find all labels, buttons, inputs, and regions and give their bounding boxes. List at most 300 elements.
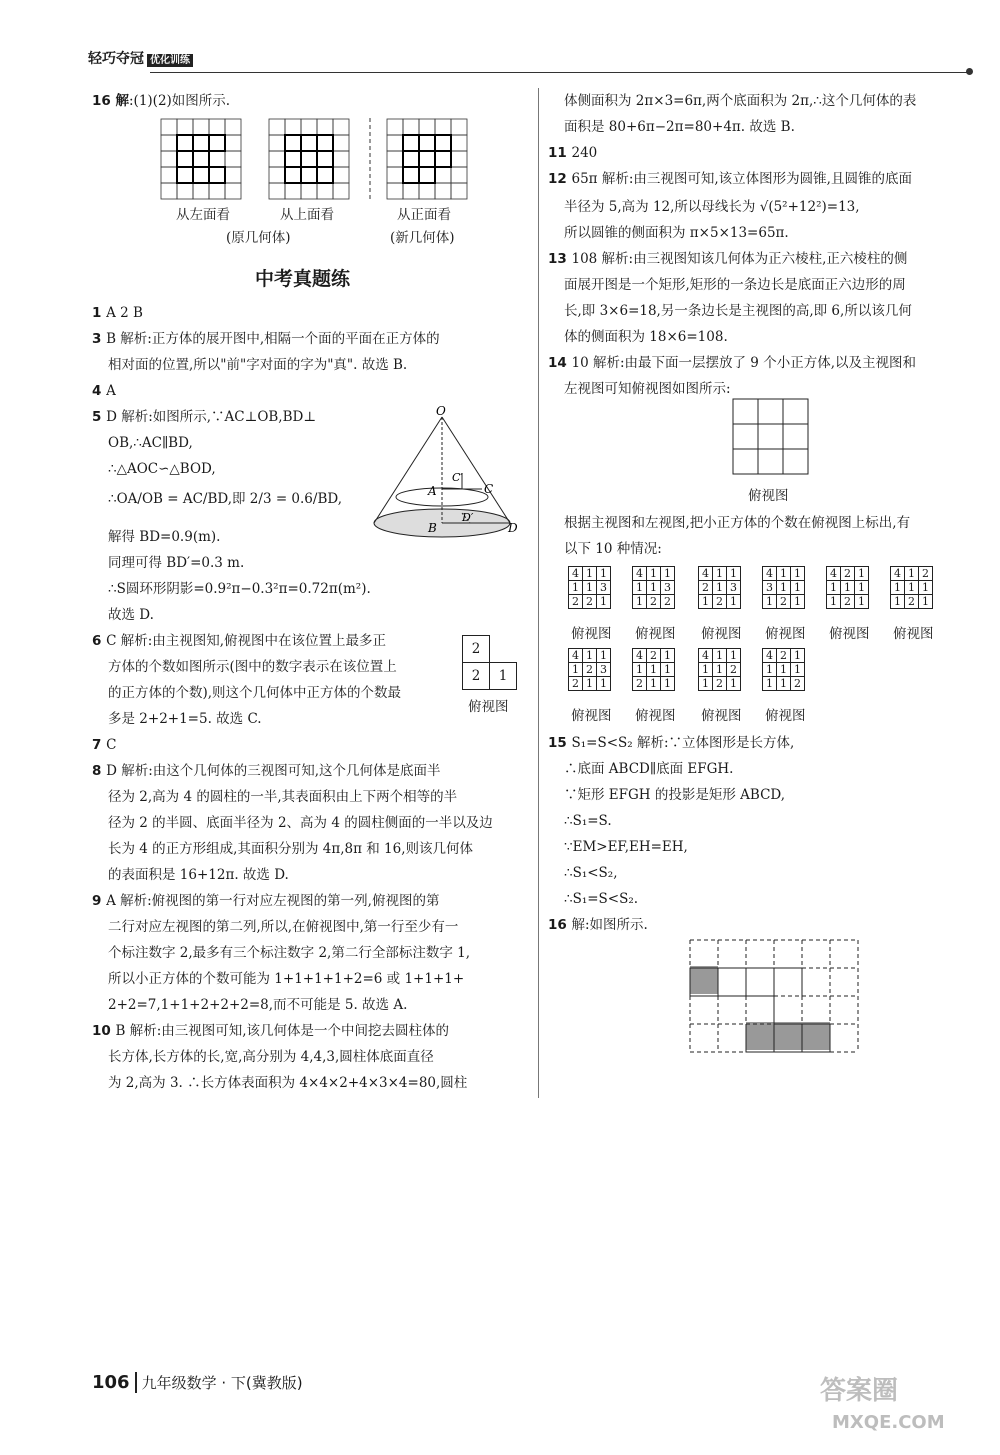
grid-value: 1 (661, 649, 675, 663)
grid-cell (225, 183, 241, 199)
grid-cell (301, 183, 317, 199)
grid-cell (387, 151, 403, 167)
grid-cell (419, 135, 435, 151)
text-line: 16 解:如图所示. (548, 917, 648, 933)
text-line: 以下 10 种情况: (564, 541, 662, 557)
grid-cell (317, 151, 333, 167)
grid-cell (301, 135, 317, 151)
grid-value: 1 (597, 677, 611, 691)
grid-value: 1 (791, 649, 805, 663)
grid-cell (317, 135, 333, 151)
question-number: 12 (548, 171, 572, 187)
grid-value: 2 (919, 567, 933, 581)
text-line: 多是 2+2+1=5. 故选 C. (108, 711, 262, 727)
question-number: 15 (548, 735, 572, 751)
grid-cell-filled (177, 135, 193, 151)
grid-value: 2 (661, 595, 675, 609)
grid-cell (209, 183, 225, 199)
grid-cell (177, 119, 193, 135)
grid-value: 2 (713, 677, 727, 691)
grid-value: 1 (763, 677, 777, 691)
grid-cell (225, 135, 241, 151)
grid-cell (209, 151, 225, 167)
grid-cell (193, 119, 209, 135)
grid-cell (269, 167, 285, 183)
text-line: 体的侧面积为 18×6=108. (564, 329, 728, 345)
grid-value: 1 (647, 677, 661, 691)
grid-cell (269, 183, 285, 199)
grid-value: 2 (777, 649, 791, 663)
grid-cell (301, 167, 317, 183)
grid-value: 1 (647, 663, 661, 677)
text-line: ∴S₁=S. (564, 813, 612, 829)
grid-value: 1 (727, 649, 741, 663)
text-line: 所以小正方体的个数可能为 1+1+1+1+2=6 或 1+1+1+ (108, 971, 465, 987)
grid-cell-filled (435, 135, 451, 151)
grid-value: 1 (597, 649, 611, 663)
text-line: 的表面积是 16+12π. 故选 D. (108, 867, 289, 883)
case-grid-caption: 俯视图 (635, 626, 676, 642)
grid-value: 1 (777, 677, 791, 691)
grid-value: 1 (791, 663, 805, 677)
grid-value: 1 (727, 595, 741, 609)
text-line: 4 A (92, 383, 116, 399)
grid-cell (333, 135, 349, 151)
grid-value: 4 (763, 649, 777, 663)
text-line: 长为 4 的正方形组成,其面积分别为 4π,8π 和 16,则该几何体 (108, 841, 474, 857)
grid-cell (225, 151, 241, 167)
text-line: 长方体,长方体的长,宽,高分别为 4,4,3,圆柱体底面直径 (108, 1049, 434, 1065)
text-line: 8 D 解析:由这个几何体的三视图可知,这个几何体是底面半 (92, 763, 441, 779)
grid-cell-filled (193, 167, 209, 183)
fig6-top-view: 2 2 1 (462, 635, 517, 690)
question-number: 13 (548, 251, 572, 267)
case-grid (568, 566, 611, 609)
case-grid-caption: 俯视图 (571, 708, 612, 724)
grid-cell (225, 167, 241, 183)
text-line: 二行对应左视图的第二列,所以,在俯视图中,第一行至少有一 (108, 919, 459, 935)
fig14-caption: 俯视图 (748, 488, 789, 504)
grid-cell (387, 135, 403, 151)
text-line: ∵矩形 EFGH 的投影是矩形 ABCD, (564, 787, 786, 803)
grid-cell (177, 167, 193, 183)
text-line: 9 A 解析:俯视图的第一行对应左视图的第一列,俯视图的第 (92, 893, 440, 909)
grid-value: 1 (633, 663, 647, 677)
grid-cell (435, 167, 451, 183)
text-line: ∴底面 ABCD∥底面 EFGH. (564, 761, 734, 777)
grid-value: 1 (827, 581, 841, 595)
grid-value: 4 (633, 649, 647, 663)
case-grid (632, 566, 675, 609)
grid-value: 3 (597, 663, 611, 677)
caption-new: (新几何体) (390, 230, 455, 246)
question-number: 4 (92, 383, 107, 399)
grid-value: 2 (791, 677, 805, 691)
grid-value: 1 (727, 677, 741, 691)
grid-cell-filled (177, 167, 193, 183)
grid-cell (419, 183, 435, 199)
grid-cell-filled (209, 135, 225, 151)
question-number: 14 (548, 355, 572, 371)
watermark-url: MXQE.COM (832, 1412, 945, 1433)
grid-cell (177, 135, 193, 151)
watermark: 答案圈 (820, 1376, 899, 1406)
grid-cell-filled (403, 135, 419, 151)
case-grid-caption: 俯视图 (635, 708, 676, 724)
text-line: 面展开图是一个矩形,矩形的一条边长是底面正六边形的周 (564, 277, 906, 293)
grid-cell (387, 119, 403, 135)
text-line: 长,即 3×6=18,另一条边长是主视图的高,即 6,所以该几何 (564, 303, 912, 319)
grid-cell (177, 183, 193, 199)
grid-cell-filled (301, 167, 317, 183)
grid-cell (435, 119, 451, 135)
page-header (88, 48, 971, 74)
grid-cell (193, 135, 209, 151)
text-line: OB,∴AC∥BD, (108, 435, 193, 451)
grid-value: 1 (905, 567, 919, 581)
grid-value: 2 (727, 663, 741, 677)
grid-cell (403, 135, 419, 151)
grid-value: 1 (791, 581, 805, 595)
case-grid (632, 648, 675, 691)
grid-cell-filled (419, 167, 435, 183)
grid-value: 1 (583, 649, 597, 663)
text-line: 左视图可知俯视图如图所示: (564, 381, 731, 397)
text-line: 方体的个数如图所示(图中的数字表示在该位置上 (108, 659, 397, 675)
grid-cell (193, 167, 209, 183)
text-line: ∴S₁<S₂, (564, 865, 618, 881)
grid-value: 1 (855, 581, 869, 595)
grid-value: 4 (633, 567, 647, 581)
grid-cell (285, 151, 301, 167)
grid-value: 1 (597, 595, 611, 609)
case-grid-caption: 俯视图 (765, 708, 806, 724)
grid-cell (435, 135, 451, 151)
grid-value: 4 (891, 567, 905, 581)
cone-label: B (428, 521, 437, 535)
grid-cell (317, 119, 333, 135)
brand-logo: 轻巧夺冠 优化训练 (88, 48, 193, 68)
grid-cell-filled (419, 135, 435, 151)
text-line: 径为 2 的半圆、底面半径为 2、高为 4 的圆柱侧面的一半以及边 (108, 815, 493, 831)
case-grid (762, 566, 805, 609)
grid-value: 1 (827, 595, 841, 609)
page-footer: 106 九年级数学 · 下(冀教版) (92, 1372, 303, 1393)
grid-value: 1 (791, 567, 805, 581)
grid-cell (435, 183, 451, 199)
cone-label: A (428, 484, 437, 498)
text-line: 半径为 5,高为 12,所以母线长为 √(5²+12²)=13, (564, 199, 860, 215)
grid-cell (435, 151, 451, 167)
grid-value: 2 (583, 595, 597, 609)
grid-value: 1 (647, 581, 661, 595)
grid-value: 1 (777, 663, 791, 677)
text-line: 面积是 80+6π−2π=80+4π. 故选 B. (564, 119, 795, 135)
text-line: 15 S₁=S<S₂ 解析:∵立体图形是长方体, (548, 735, 795, 751)
caption-left-view: 从左面看 (176, 207, 230, 223)
cone-label: O (436, 405, 446, 418)
cone-figure (370, 405, 520, 540)
grid-value: 1 (661, 663, 675, 677)
grid-cell (285, 167, 301, 183)
cone-label: D (508, 521, 518, 535)
grid-value: 1 (777, 567, 791, 581)
grid-value: 1 (891, 595, 905, 609)
grid-value: 1 (569, 581, 583, 595)
grid-cell (403, 167, 419, 183)
grid-value: 1 (699, 595, 713, 609)
grid-cell-filled (419, 151, 435, 167)
grid-cell (387, 183, 403, 199)
grid-value: 2 (777, 595, 791, 609)
text-line: 2+2=7,1+1+2+2+2=8,而不可能是 5. 故选 A. (108, 997, 408, 1013)
grid-cell (317, 183, 333, 199)
text-line: 10 B 解析:由三视图可知,该几何体是一个中间挖去圆柱体的 (92, 1023, 450, 1039)
grid-value: 1 (777, 581, 791, 595)
grid-cell (333, 119, 349, 135)
question-number: 8 (92, 763, 107, 779)
case-grid (698, 566, 741, 609)
text-line: 体侧面积为 2π×3=6π,两个底面积为 2π,∴这个几何体的表 (564, 93, 917, 109)
grid-value: 1 (597, 567, 611, 581)
grid-value: 1 (713, 663, 727, 677)
case-grid-caption: 俯视图 (893, 626, 934, 642)
grid-value: 1 (713, 567, 727, 581)
case-grid-caption: 俯视图 (701, 626, 742, 642)
fig6-caption: 俯视图 (468, 699, 509, 715)
text-line: ∴S圆环形阴影=0.9²π−0.3²π=0.72π(m²). (108, 581, 371, 597)
grid-cell (225, 119, 241, 135)
grid-cell-filled (317, 135, 333, 151)
grid-value: 1 (713, 581, 727, 595)
caption-front-view: 从正面看 (397, 207, 451, 223)
grid-cell (269, 151, 285, 167)
grid-cell (451, 135, 467, 151)
grid-value: 3 (597, 581, 611, 595)
text-line: 所以圆锥的侧面积为 π×5×13=65π. (564, 225, 789, 241)
text-line: 故选 D. (108, 607, 154, 623)
grid-value: 1 (569, 663, 583, 677)
fig16-grid (688, 938, 860, 1054)
grid-cell (333, 183, 349, 199)
grid-cell (451, 183, 467, 199)
fig14-grid (732, 398, 812, 478)
case-grid-caption: 俯视图 (571, 626, 612, 642)
grid-value: 3 (763, 581, 777, 595)
grid-value: 4 (569, 567, 583, 581)
grid-value: 3 (727, 581, 741, 595)
grid-cell (209, 167, 225, 183)
grid-cell (177, 151, 193, 167)
grid-value: 1 (919, 581, 933, 595)
grid-cell (333, 167, 349, 183)
grid-value: 1 (841, 581, 855, 595)
grid-cell-filled (301, 135, 317, 151)
caption-top-view: 从上面看 (280, 207, 334, 223)
case-grid-caption: 俯视图 (701, 708, 742, 724)
grid-value: 2 (699, 581, 713, 595)
text-line: ∴S₁=S<S₂. (564, 891, 639, 907)
grid-cell (161, 183, 177, 199)
grid-value: 1 (661, 677, 675, 691)
case-grid (890, 566, 933, 609)
case-grid (826, 566, 869, 609)
text-line: 14 10 解析:由最下面一层摆放了 9 个小正方体,以及主视图和 (548, 355, 916, 371)
text-line: 12 65π 解析:由三视图可知,该立体图形为圆锥,且圆锥的底面 (548, 171, 912, 187)
text-line: 的正方体的个数),则这个几何体中正方体的个数最 (108, 685, 402, 701)
grid-cell-filled (209, 167, 225, 183)
grid-cell (269, 119, 285, 135)
grid-value: 1 (763, 595, 777, 609)
grid-value: 1 (633, 595, 647, 609)
text-line: 7 C (92, 737, 117, 753)
grid-value: 4 (569, 649, 583, 663)
grid-value: 1 (699, 677, 713, 691)
text-line: ∴OA/OB = AC/BD,即 2/3 = 0.6/BD, (108, 491, 343, 507)
grid-value: 1 (583, 581, 597, 595)
grid-value: 2 (569, 677, 583, 691)
grid-cell (333, 151, 349, 167)
cone-label: D′ (462, 511, 474, 524)
grid-value: 2 (633, 677, 647, 691)
grid-cell-filled (177, 151, 193, 167)
grid-value: 2 (905, 595, 919, 609)
cone-label: C (484, 482, 494, 496)
grid-cell-filled (317, 167, 333, 183)
grid-cell (419, 167, 435, 183)
cone-label: C′ (452, 471, 463, 484)
grid-cell-filled (285, 135, 301, 151)
grid-cell (285, 135, 301, 151)
grid-cell-filled (193, 135, 209, 151)
grid-value: 1 (633, 581, 647, 595)
grid-cell-filled (193, 151, 209, 167)
grid-value: 1 (583, 567, 597, 581)
case-grid (568, 648, 611, 691)
case-grid (762, 648, 805, 691)
case-grid-caption: 俯视图 (829, 626, 870, 642)
question-number: 9 (92, 893, 107, 909)
grid-cell-filled (403, 167, 419, 183)
text-line: 径为 2,高为 4 的圆柱的一半,其表面积由上下两个相等的半 (108, 789, 458, 805)
text-line: 同理可得 BD′=0.3 m. (108, 555, 245, 571)
grid-cell (451, 167, 467, 183)
grid-value: 2 (569, 595, 583, 609)
grid-cell (451, 119, 467, 135)
grid-cell (317, 167, 333, 183)
grid-cell (193, 183, 209, 199)
grid-cell-filled (285, 167, 301, 183)
question-number: 16 (548, 917, 572, 933)
grid-cell (161, 151, 177, 167)
grid-value: 1 (583, 677, 597, 691)
grid-cell (285, 183, 301, 199)
grid-value: 1 (699, 663, 713, 677)
text-line: 1 A 2 B (92, 305, 143, 321)
grid-cell (301, 151, 317, 167)
grid-value: 1 (727, 567, 741, 581)
text-line: 11 240 (548, 145, 598, 161)
grid-value: 1 (661, 567, 675, 581)
grid-cell (161, 119, 177, 135)
question-number: 6 (92, 633, 107, 649)
text-line: 6 C 解析:由主视图知,俯视图中在该位置上最多正 (92, 633, 387, 649)
caption-original: (原几何体) (226, 230, 291, 246)
question-number: 5 (92, 409, 107, 425)
grid-value: 1 (713, 649, 727, 663)
grid-cell (209, 135, 225, 151)
grid-value: 1 (855, 595, 869, 609)
grid-value: 1 (763, 663, 777, 677)
question-number: 10 (92, 1023, 116, 1039)
q16-top: 16 解:(1)(2)如图所示. (92, 93, 231, 109)
grid-value: 4 (827, 567, 841, 581)
grid-value: 2 (713, 595, 727, 609)
grid-cell-filled (285, 151, 301, 167)
grid-value: 2 (841, 595, 855, 609)
grid-cell (193, 151, 209, 167)
grid-cell (419, 119, 435, 135)
grid-value: 4 (699, 567, 713, 581)
grid-value: 1 (891, 581, 905, 595)
grid-cell (403, 183, 419, 199)
grid-cell (301, 119, 317, 135)
grid-cell (209, 119, 225, 135)
section-title: 中考真题练 (255, 268, 351, 290)
grid-cell (161, 135, 177, 151)
text-line: ∵EM>EF,EH=EH, (564, 839, 688, 855)
grid-value: 2 (583, 663, 597, 677)
question-number: 3 (92, 331, 107, 347)
grid-cell (403, 119, 419, 135)
grid-value: 4 (763, 567, 777, 581)
text-line: 3 B 解析:正方体的展开图中,相隔一个面的平面在正方体的 (92, 331, 440, 347)
text-line: 13 108 解析:由三视图知该几何体为正六棱柱,正六棱柱的侧 (548, 251, 908, 267)
grid-value: 1 (919, 595, 933, 609)
text-line: 个标注数字 2,最多有三个标注数字 2,第二行全部标注数字 1, (108, 945, 471, 961)
grid-value: 1 (855, 567, 869, 581)
grid-value: 1 (647, 567, 661, 581)
grid-value: 1 (791, 595, 805, 609)
grid-value: 2 (647, 649, 661, 663)
grid-cell (403, 151, 419, 167)
grid-cell (451, 151, 467, 167)
grid-value: 1 (905, 581, 919, 595)
grid-cell (419, 151, 435, 167)
grid-cell (161, 167, 177, 183)
text-line: 根据主视图和左视图,把小正方体的个数在俯视图上标出,有 (564, 515, 911, 531)
text-line: 相对面的位置,所以"前"字对面的字为"真". 故选 B. (108, 357, 408, 373)
q16-grids (160, 118, 480, 202)
text-line: 为 2,高为 3. ∴长方体表面积为 4×4×2+4×3×4=80,圆柱 (108, 1075, 468, 1091)
text-line: 解得 BD=0.9(m). (108, 529, 221, 545)
case-grid-caption: 俯视图 (765, 626, 806, 642)
grid-cell (285, 119, 301, 135)
text-line: 5 D 解析:如图所示,∵AC⊥OB,BD⊥ (92, 409, 317, 425)
grid-cell (387, 167, 403, 183)
grid-cell-filled (403, 151, 419, 167)
grid-cell-filled (435, 151, 451, 167)
grid-value: 4 (699, 649, 713, 663)
grid-cell (269, 135, 285, 151)
question-number: 1 (92, 305, 107, 321)
grid-value: 2 (841, 567, 855, 581)
text-line: ∴△AOC∽△BOD, (108, 461, 216, 477)
question-number: 11 (548, 145, 572, 161)
grid-cell-filled (317, 151, 333, 167)
question-number: 7 (92, 737, 107, 753)
case-grid (698, 648, 741, 691)
